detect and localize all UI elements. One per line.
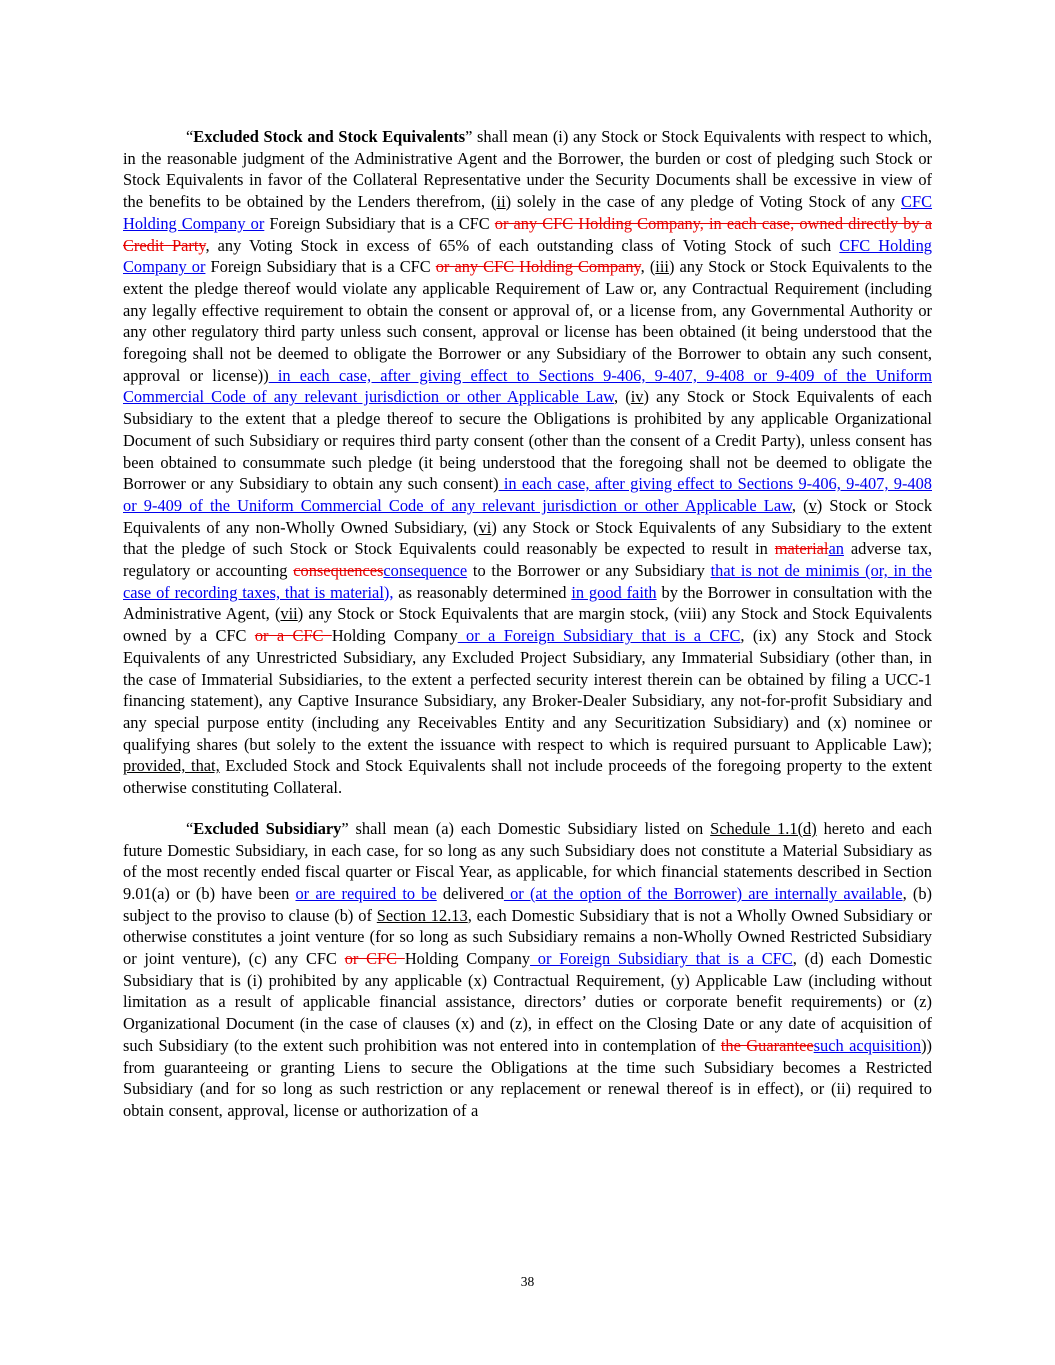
- deleted-text: material: [774, 539, 829, 559]
- inserted-text: that is not de minimis (or, in the case of recording taxes, that is material),: [123, 561, 933, 602]
- defined-term: Excluded Stock and Stock Equivalents: [193, 127, 466, 146]
- inserted-text: consequence: [383, 561, 468, 581]
- inserted-text: or (at the option of the Borrower) are internally available: [503, 883, 903, 903]
- text-run: “: [186, 818, 194, 838]
- text-run: “: [186, 127, 194, 146]
- inserted-text: or are required to be: [295, 883, 437, 903]
- text-run: Holding Company: [404, 949, 531, 969]
- deleted-text: consequences: [293, 561, 384, 581]
- inserted-text: in good faith: [571, 582, 657, 602]
- text-run: , (ix) any Stock and Stock Equivalents of any Unrestricted Subsidiary, any Excluded Project Subsidiary, any Immaterial Subsidiary (other than, in the case of Immaterial Subsidiaries, to the extent a perfected security interest therein can be obtained by filing a UCC-1 financing statement), any Captive Insurance Subsidiary, any Broker-Dealer Subsidiary, any not-for-profit Subsidiary and any special purpose entity (including any Receivables Entity and any Securitization Subsidiary) and (x) nominee or qualifying shares (but solely to the extent the issuance with respect to which is required pursuant to Applicable Law);: [123, 626, 932, 754]
- text-run: ) solely in the case of any pledge of Voting Stock of any: [505, 192, 902, 212]
- deleted-text: or any CFC Holding Company, in each case, owned directly by a Credit Party: [123, 213, 932, 255]
- text-run: , (: [614, 387, 631, 407]
- paragraph-excluded-subsidiary-definition: [123, 818, 932, 1122]
- inserted-text: such acquisition: [813, 1035, 922, 1055]
- text-run: as reasonably determined: [393, 582, 572, 602]
- inserted-text: or Foreign Subsidiary that is a CFC: [530, 949, 793, 969]
- text-run: Foreign Subsidiary that is a CFC: [205, 257, 436, 277]
- text-run: delivered: [436, 883, 504, 903]
- deleted-text: or a CFC: [254, 626, 332, 646]
- text-run: , (d) each Domestic Subsidiary that is (i) prohibited by any applicable (x) Contractual Requirement, (y) Applicable Law (including without limitation as a result of applicable financial assistance, directors’ duties or corporate benefit requirements) or (z) Organizational Document (in the case of clauses (x) and (z), in effect on the Closing Date or any date of acquisition of such Subsidiary (to the extent such prohibition was not entered into in contemplation of: [123, 949, 932, 1055]
- underlined-reference: ii: [496, 192, 506, 212]
- inserted-text: in each case, after giving effect to Sections 9-406, 9-407, 9-408 or 9-409 of the Uniform Commercial Code of any relevant jurisdiction or other Applicable Law: [123, 365, 932, 407]
- underlined-reference: vii: [280, 604, 298, 624]
- text-run: ) Stock or Stock Equivalents of any non-Wholly Owned Subsidiary, (: [123, 495, 933, 537]
- underlined-reference: iii: [655, 257, 669, 277]
- text-run: adverse tax, regulatory or accounting: [123, 539, 933, 581]
- inserted-text: an: [828, 539, 844, 559]
- defined-term: Excluded Subsidiary: [193, 818, 342, 838]
- text-run: , any Voting Stock in excess of 65% of each outstanding class of Voting Stock of such: [205, 235, 840, 255]
- text-run: ) any Stock or Stock Equivalents of each Subsidiary to the extent that a pledge thereof to secure the Obligations is prohibited by any applicable Organizational Document of such Subsidiary or requires third party consent (other than the consent of a Credit Party), unless consent has been obtained to consummate such pledge (it being understood that the foregoing shall not be deemed to obligate the Borrower or any Subsidiary to obtain any such consent): [123, 387, 932, 494]
- underlined-reference: provided, that,: [123, 756, 220, 776]
- deleted-text: the Guarantee: [720, 1035, 814, 1055]
- page-number: 38: [520, 1274, 535, 1289]
- paragraph-excluded-stock-definition: [123, 126, 932, 799]
- inserted-text: CFC Holding Company or: [123, 235, 932, 277]
- text-run: , (: [791, 495, 809, 515]
- text-run: Excluded Stock and Stock Equivalents shall not include proceeds of the foregoing property to the extent otherwise constituting Collateral.: [123, 756, 932, 798]
- document-body: [123, 126, 932, 1141]
- inserted-text: CFC Holding Company or: [123, 192, 933, 233]
- deleted-text: or CFC: [344, 949, 405, 969]
- text-run: , each Domestic Subsidiary that is not a Wholly Owned Subsidiary or otherwise constitutes a joint venture (for so long as such Subsidiary remains a non-Wholly Owned Restricted Subsidiary or joint venture), (c) any CFC: [123, 905, 933, 969]
- text-run: , (b) subject to the proviso to clause (b) of: [123, 883, 932, 925]
- text-run: ) any Stock or Stock Equivalents to the extent the pledge thereof would violate any applicable Requirement of Law or, any Contractual Requirement (including any legally effective requirement to obtain the consent or approval of, or a license from, any Governmental Authority or any other regulatory third party unless such consent, approval or license has been obtained (it being understood that the foregoing shall not be deemed to obligate the Borrower or any Subsidiary of the Borrower to obtain any such consent, approval or license)): [123, 257, 932, 385]
- underlined-reference: Section 12.13: [376, 905, 468, 925]
- text-run: ” shall mean (i) any Stock or Stock Equivalents with respect to which, in the reasonable judgment of the Administrative Agent and the Borrower, the burden or cost of pledging such Stock or Stock Equivalents in favor of the Collateral Representative under the Security Documents shall be excessive in view of the benefits to be obtained by the Lenders therefrom, (: [123, 127, 932, 212]
- text-run: by the Borrower in consultation with the Administrative Agent, (: [123, 582, 932, 624]
- underlined-reference: Schedule 1.1(d): [710, 818, 817, 838]
- text-run: )) from guaranteeing or granting Liens to secure the Obligations at the time such Subsidiary becomes a Restricted Subsidiary (and for so long as such restriction or any replacement or renewal thereof is in effect), or (ii) required to obtain consent, approval, license or authorization of a: [123, 1035, 932, 1120]
- text-run: ) any Stock or Stock Equivalents that are margin stock, (viii) any Stock and Stock Equivalents owned by a CFC: [123, 604, 932, 646]
- text-run: ” shall mean (a) each Domestic Subsidiary listed on: [341, 818, 711, 838]
- underlined-reference: iv: [630, 387, 644, 407]
- deleted-text: or any CFC Holding Company: [435, 257, 641, 277]
- underlined-reference: v: [808, 495, 817, 515]
- inserted-text: in each case, after giving effect to Sections 9-406, 9-407, 9-408 or 9-409 of the Uniform Commercial Code of any relevant jurisdiction or other Applicable Law: [123, 474, 932, 515]
- text-run: , (: [640, 257, 656, 277]
- text-run: ) any Stock or Stock Equivalents of any Subsidiary to the extent that the pledge of such Stock or Stock Equivalents could reasonably be expected to result in: [123, 517, 932, 559]
- underlined-reference: vi: [478, 517, 492, 537]
- text-run: to the Borrower or any Subsidiary: [467, 561, 711, 581]
- text-run: hereto and each future Domestic Subsidiary, in each case, for so long as any such Subsidiary does not constitute a Material Subsidiary as of the most recently ended fiscal quarter or Fiscal Year, as applicable, for which financial statements described in Section 9.01(a) or (b) have been: [123, 818, 933, 903]
- inserted-text: or a Foreign Subsidiary that is a CFC: [457, 626, 741, 646]
- text-run: Foreign Subsidiary that is a CFC: [264, 213, 495, 233]
- text-run: Holding Company: [331, 626, 458, 646]
